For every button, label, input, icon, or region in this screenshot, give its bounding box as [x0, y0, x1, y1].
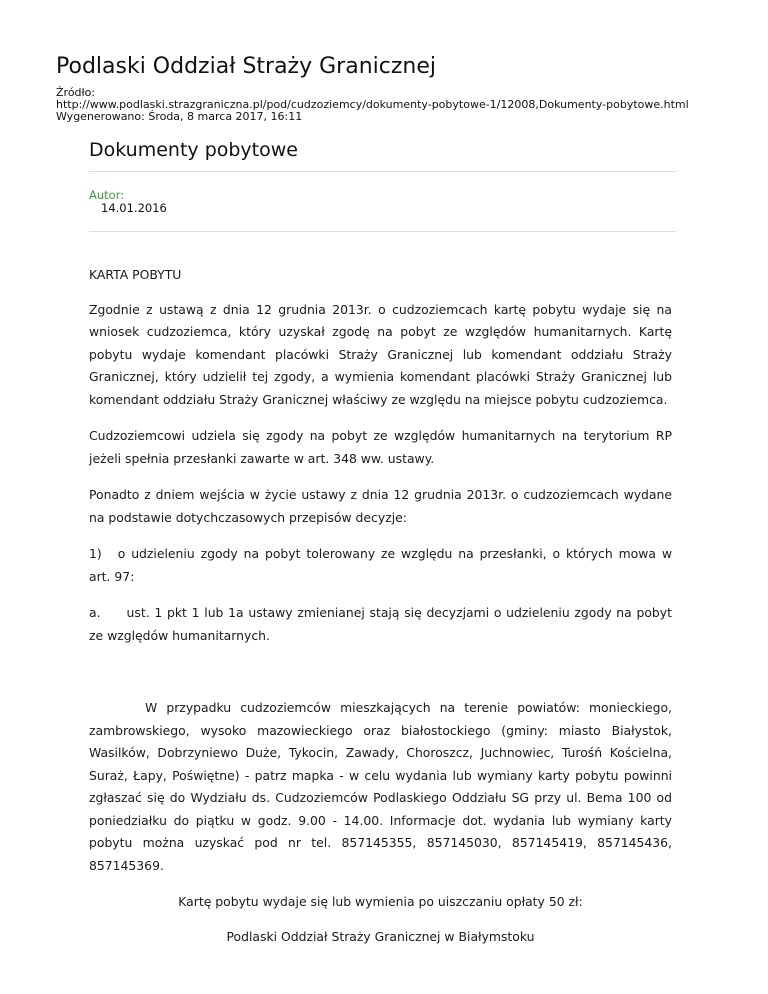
section-heading: KARTA POBYTU [89, 267, 182, 282]
fee-info: Kartę pobytu wydaje się lub wymienia po uiszczaniu opłaty 50 zł: [178, 894, 583, 909]
list-item-1 [89, 543, 672, 588]
author-label: Autor: [89, 188, 125, 202]
list-marker: a. [89, 605, 101, 620]
paragraph-1: Zgodnie z ustawą z dnia 12 grudnia 2013r. o cudzoziemcach kartę pobytu wydaje się na wniosek cudzoziemca, który uzyskał zgodę na pobyt ze względów humanitarnych. Kartę pobytu wydaje komendant placówki Straży Granicznej lub komendant oddziału Straży Granicznej, który udzielił tej zgody, a wymienia komendant placówki Straży Granicznej lub komendant oddziału Straży Granicznej właściwy ze względu na miejsce pobytu cudzoziemca. [89, 301, 672, 407]
source-url[interactable]: http://www.podlaski.strazgraniczna.pl/pod/cudzoziemcy/dokumenty-pobytowe-1/12008,Dokumenty-pobytowe.html [56, 98, 689, 111]
page-title: Dokumenty pobytowe [89, 139, 298, 161]
office-name: Podlaski Oddział Straży Granicznej w Białymstoku [226, 928, 535, 944]
site-title: Podlaski Oddział Straży Granicznej [56, 54, 436, 79]
paragraph-4: W przypadku cudzoziemców mieszkających na terenie powiatów: monieckiego, zambrowskiego, wysoko mazowieckiego oraz białostockiego (gminy: miasto Białystok, Wasilków, Dobrzyniewo Duże, Tykocin, Zawady, Choroszcz, Juchnowiec, Turośń Kościelna, Suraż, Łapy, Poświętne) - patrz mapka - w celu wydania lub wymiany karty pobytu powinni zgłaszać się do Wydziału ds. Cudzoziemców Podlaskiego Oddziału SG przy ul. Bema 100 od poniedziałku do piątku w godz. 9.00 - 14.00. Informacje dot. wydania lub wymiany karty pobytu można uzyskać pod nr tel. 857145355, 857145030, 857145419, 857145436, 857145369. [89, 700, 672, 873]
publish-date: 14.01.2016 [101, 201, 167, 215]
list-item-text: o udzieleniu zgody na pobyt tolerowany ze względu na przesłanki, o których mowa w art. 97: [89, 546, 672, 584]
list-item-text: ust. 1 pkt 1 lub 1a ustawy zmienianej stają się decyzjami o udzieleniu zgody na pobyt ze względów humanitarnych. [89, 605, 672, 643]
paragraph-3: Ponadto z dniem wejścia w życie ustawy z dnia 12 grudnia 2013r. o cudzoziemcach wydane na podstawie dotychczasowych przepisów decyzje: [89, 487, 672, 525]
paragraph-2: Cudzoziemcowi udziela się zgody na pobyt ze względów humanitarnych na terytorium RP jeżeli spełnia przesłanki zawarte w art. 348 ww. ustawy. [89, 428, 672, 466]
title-divider [89, 171, 676, 172]
generated-timestamp: Wygenerowano: Środa, 8 marca 2017, 16:11 [56, 110, 303, 123]
source-label: Źródło: [56, 86, 96, 99]
article-body [89, 264, 672, 962]
meta-divider [89, 231, 676, 232]
list-marker: 1) [89, 546, 102, 561]
document-meta [56, 87, 716, 123]
list-item-a [89, 602, 672, 647]
